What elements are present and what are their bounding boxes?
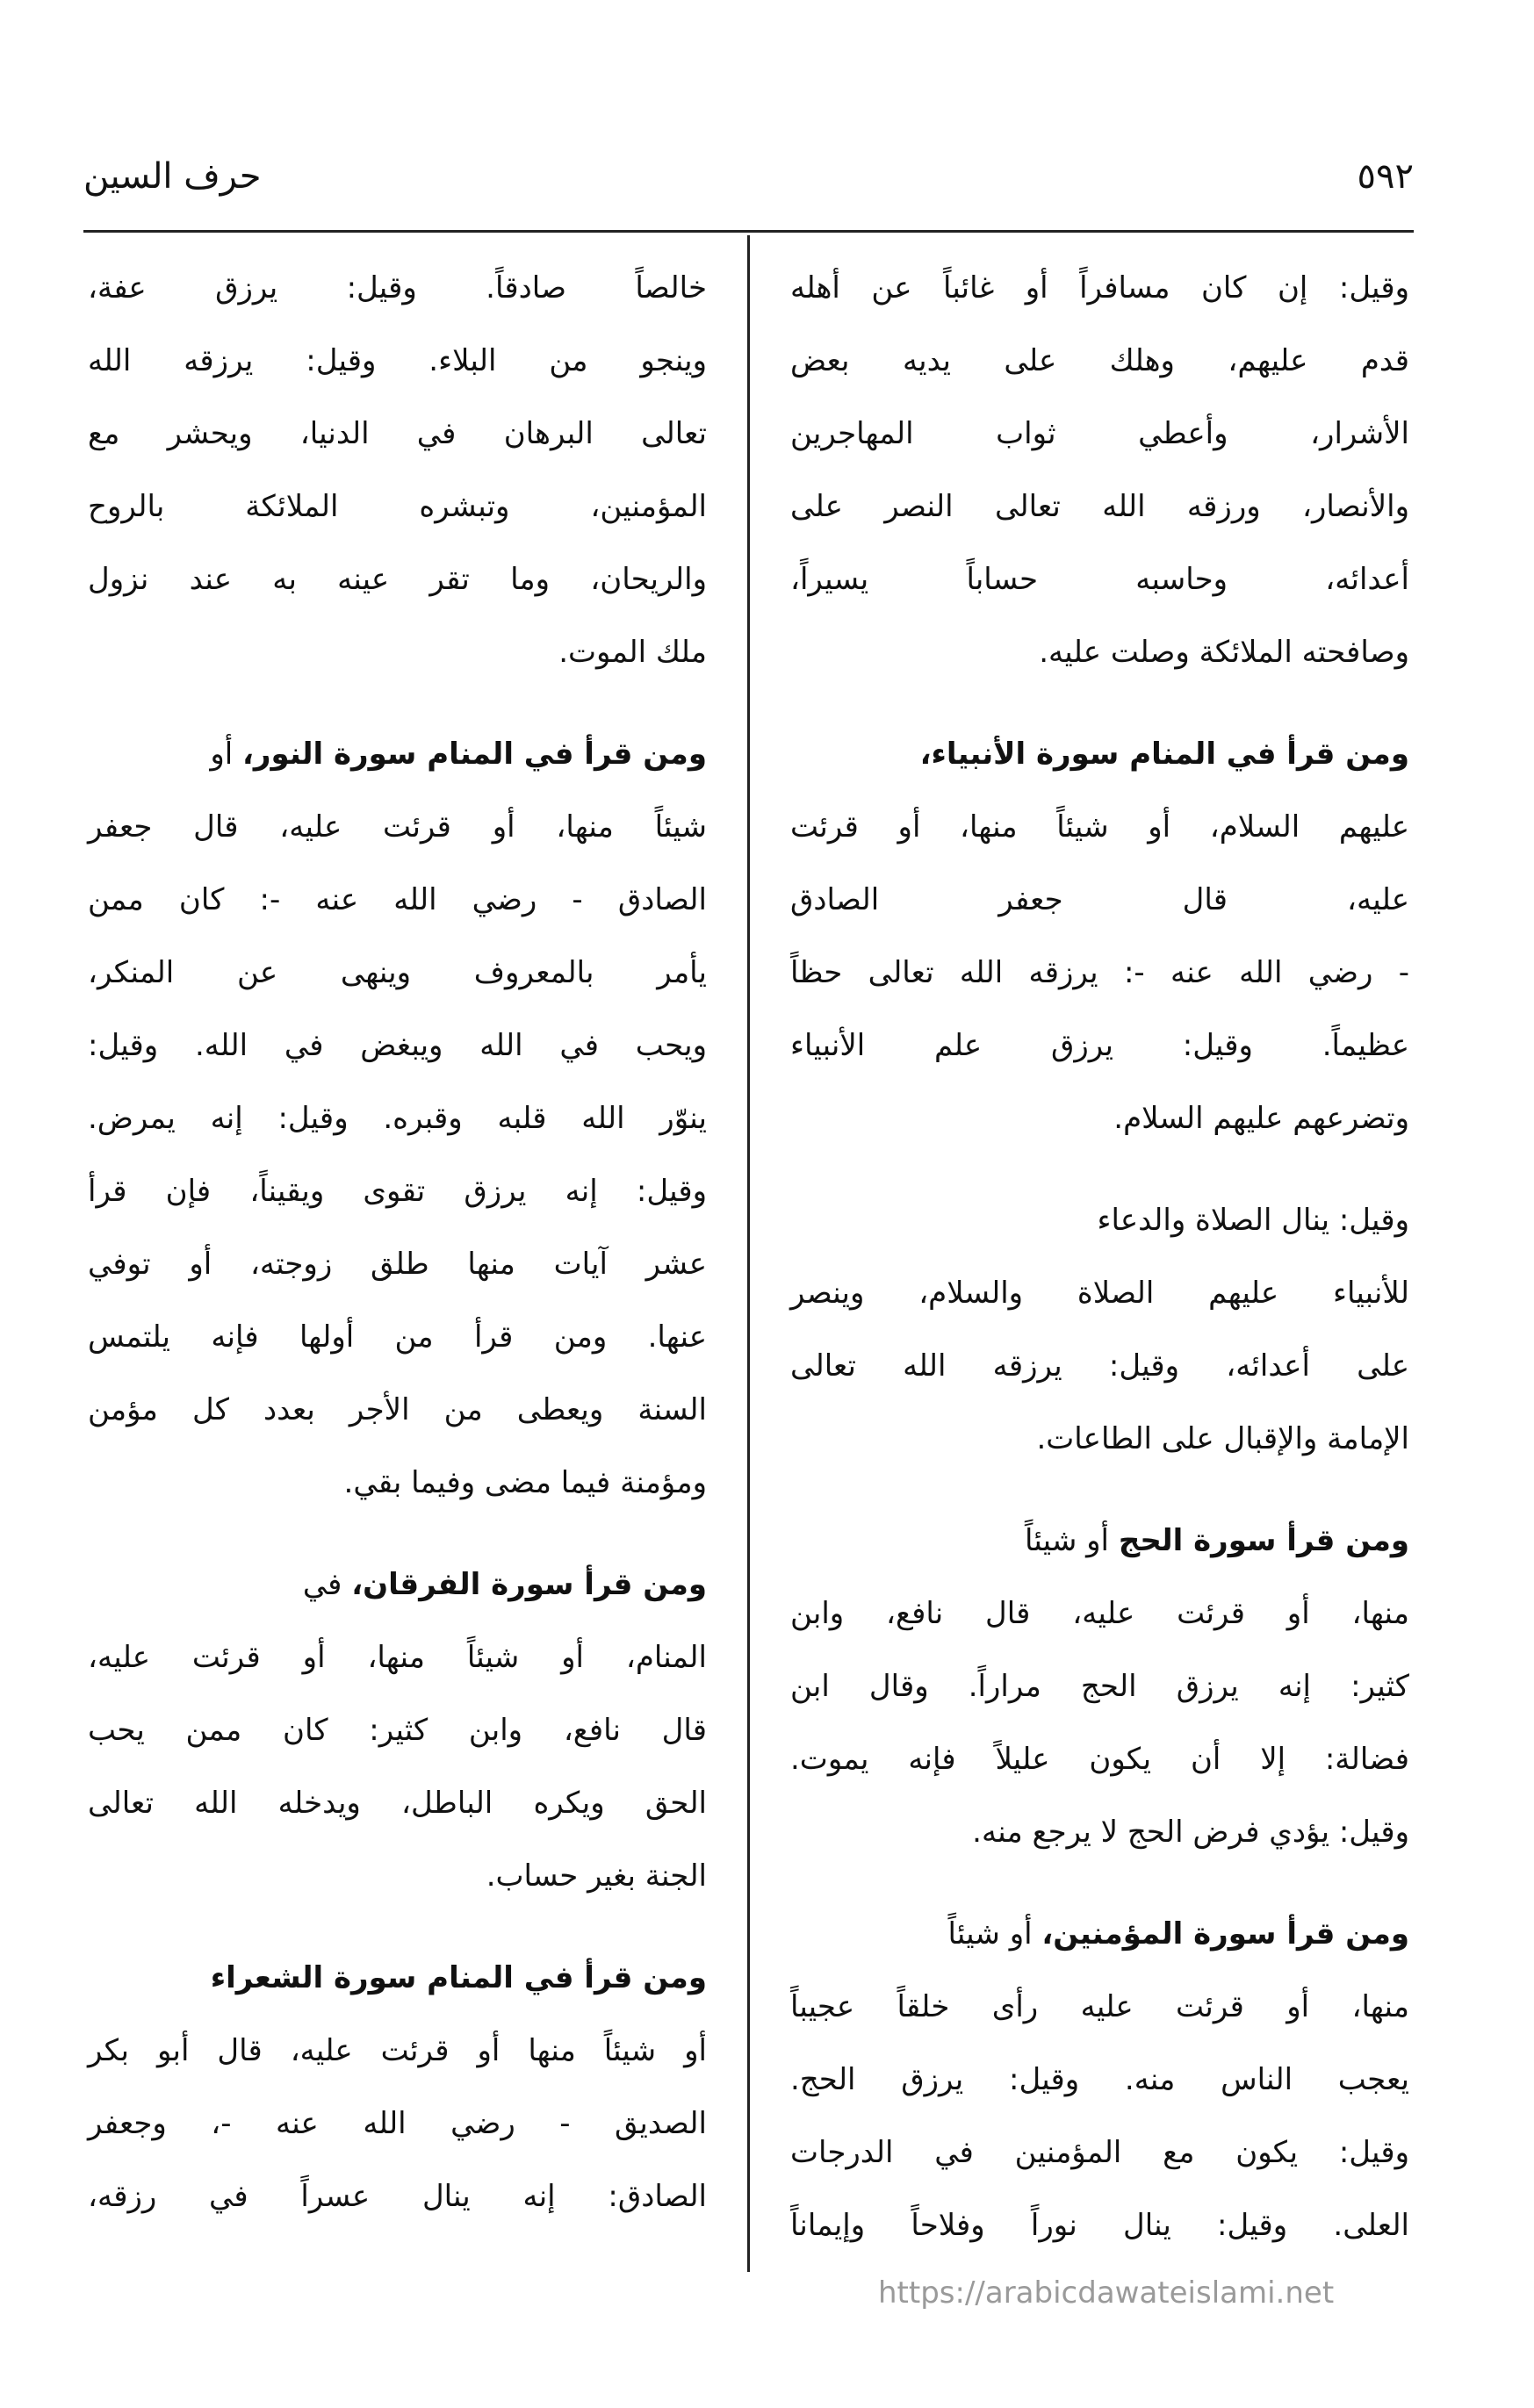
- watermark: https://arabicdawateislami.net: [878, 2275, 1335, 2311]
- left-column: [88, 252, 707, 2262]
- text-line: [88, 398, 707, 471]
- line-text: الصديق - رضي الله عنه -، وجعفر: [88, 2106, 707, 2141]
- paragraph: [790, 1898, 1409, 2262]
- text-line: [790, 543, 1409, 616]
- section-title: حرف السين: [83, 156, 262, 197]
- line-text: الجنة بغير حساب.: [486, 1858, 707, 1894]
- text-line: [790, 1257, 1409, 1330]
- line-text: منها، أو قرئت عليه رأى خلقاً عجيباً: [790, 1989, 1409, 2024]
- paragraph: [790, 718, 1409, 1155]
- line-text: فضالة: إلا أن يكون عليلاً فإنه يموت.: [790, 1742, 1409, 1777]
- text-line: [88, 471, 707, 543]
- line-text: وقيل: إنه يرزق تقوى ويقيناً، فإن قرأ: [88, 1174, 707, 1209]
- line-text: المنام، أو شيئاً منها، أو قرئت عليه،: [88, 1640, 707, 1675]
- line-text: الحق ويكره الباطل، ويدخله الله تعالى: [88, 1786, 707, 1821]
- surah-heading: ومن قرأ سورة الحج: [1118, 1523, 1409, 1558]
- text-line: [88, 864, 707, 937]
- text-line: [88, 1840, 707, 1913]
- line-text: - رضي الله عنه -: يرزقه الله تعالى حظاً: [790, 955, 1409, 990]
- text-line: [88, 2015, 707, 2088]
- text-line: [88, 252, 707, 325]
- surah-heading: ومن قرأ سورة المؤمنين،: [1041, 1916, 1409, 1952]
- text-line: [88, 1447, 707, 1520]
- text-line: [790, 1723, 1409, 1796]
- paragraph: [88, 252, 707, 689]
- paragraph: [88, 718, 707, 1520]
- text-line: [790, 471, 1409, 543]
- text-line: [790, 1403, 1409, 1476]
- text-line: [88, 1082, 707, 1155]
- text-line: [88, 1228, 707, 1301]
- column-divider: [747, 235, 750, 2272]
- line-text: الإمامة والإقبال على الطاعات.: [1036, 1421, 1409, 1456]
- text-line: [790, 252, 1409, 325]
- line-text: يعجب الناس منه. وقيل: يرزق الحج.: [790, 2062, 1409, 2097]
- line-text: خالصاً صادقاً. وقيل: يرزق عفة،: [88, 270, 707, 305]
- surah-heading: ومن قرأ سورة الفرقان،: [351, 1567, 707, 1602]
- paragraph: [88, 1942, 707, 2233]
- text-line: [790, 937, 1409, 1010]
- text-line: [88, 543, 707, 616]
- line-text: ويحب في الله ويبغض في الله. وقيل:: [88, 1028, 707, 1063]
- line-text: أو شيئاً: [1024, 1523, 1119, 1558]
- text-line: [88, 937, 707, 1010]
- line-text: تعالى البرهان في الدنيا، ويحشر مع: [88, 416, 707, 451]
- line-text: الصادق: إنه ينال عسراً في رزقه،: [88, 2179, 707, 2214]
- line-text: الأشرار، وأعطي ثواب المهاجرين: [790, 416, 1409, 451]
- line-text: أو شيئاً: [947, 1916, 1042, 1952]
- text-line: [790, 2189, 1409, 2262]
- text-line: [88, 1549, 707, 1621]
- page-number: ٥٩٢: [1357, 156, 1414, 197]
- text-line: [790, 2117, 1409, 2189]
- text-line: [790, 1796, 1409, 1869]
- line-text: وقيل: ينال الصلاة والدعاء: [1097, 1203, 1409, 1238]
- line-text: أعدائه، وحاسبه حساباً يسيراً،: [790, 562, 1409, 597]
- text-line: [790, 1650, 1409, 1723]
- text-line: [88, 1010, 707, 1082]
- text-line: [790, 398, 1409, 471]
- text-line: [88, 2160, 707, 2233]
- line-text: ينوّر الله قلبه وقبره. وقيل: إنه يمرض.: [88, 1101, 707, 1136]
- surah-heading: ومن قرأ في المنام سورة الشعراء: [210, 1960, 707, 1995]
- line-text: قدم عليهم، وهلك على يديه بعض: [790, 343, 1409, 378]
- paragraph: [88, 1549, 707, 1913]
- text-line: [790, 791, 1409, 864]
- line-text: على أعدائه، وقيل: يرزقه الله تعالى: [790, 1348, 1409, 1384]
- text-line: [88, 1301, 707, 1374]
- line-text: المؤمنين، وتبشره الملائكة بالروح: [88, 489, 707, 524]
- header-rule: [83, 230, 1414, 233]
- text-line: [88, 1942, 707, 2015]
- line-text: ومؤمنة فيما مضى وفيما بقي.: [343, 1465, 707, 1500]
- line-text: أو: [210, 737, 243, 772]
- text-line: [790, 325, 1409, 398]
- line-text: وقيل: يكون مع المؤمنين في الدرجات: [790, 2135, 1409, 2170]
- text-line: [88, 616, 707, 689]
- text-line: [790, 1898, 1409, 1971]
- surah-heading: ومن قرأ في المنام سورة النور،: [242, 737, 707, 772]
- surah-heading: ومن قرأ في المنام سورة الأنبياء،: [919, 737, 1409, 772]
- line-text: عليه، قال جعفر الصادق: [790, 882, 1409, 917]
- line-text: وصافحته الملائكة وصلت عليه.: [1039, 635, 1409, 670]
- text-line: [790, 1971, 1409, 2044]
- paragraph: [790, 252, 1409, 689]
- line-text: للأنبياء عليهم الصلاة والسلام، وينصر: [790, 1276, 1409, 1311]
- line-text: شيئاً منها، أو قرئت عليه، قال جعفر: [88, 809, 707, 845]
- text-line: [88, 1155, 707, 1228]
- line-text: عظيماً. وقيل: يرزق علم الأنبياء: [790, 1028, 1409, 1063]
- text-line: [790, 2044, 1409, 2117]
- line-text: وقيل: إن كان مسافراً أو غائباً عن أهله: [790, 270, 1409, 305]
- text-line: [790, 718, 1409, 791]
- line-text: الصادق - رضي الله عنه -: كان ممن: [88, 882, 707, 917]
- line-text: وينجو من البلاء. وقيل: يرزقه الله: [88, 343, 707, 378]
- text-line: [790, 1578, 1409, 1650]
- line-text: قال نافع، وابن كثير: كان ممن يحب: [88, 1713, 707, 1748]
- text-line: [88, 1621, 707, 1694]
- line-text: العلى. وقيل: ينال نوراً وفلاحاً وإيماناً: [790, 2208, 1409, 2243]
- line-text: ملك الموت.: [558, 635, 707, 670]
- text-line: [88, 791, 707, 864]
- paragraph: [790, 1505, 1409, 1869]
- line-text: والريحان، وما تقر عينه به عند نزول: [88, 562, 707, 597]
- text-line: [790, 1082, 1409, 1155]
- line-text: وقيل: يؤدي فرض الحج لا يرجع منه.: [972, 1815, 1409, 1850]
- line-text: وتضرعهم عليهم السلام.: [1113, 1101, 1409, 1136]
- text-line: [88, 1374, 707, 1447]
- text-line: [88, 1694, 707, 1767]
- paragraph: [790, 1184, 1409, 1476]
- line-text: عنها. ومن قرأ من أولها فإنه يلتمس: [88, 1319, 707, 1355]
- text-line: [790, 1010, 1409, 1082]
- text-line: [790, 1505, 1409, 1578]
- text-line: [88, 2088, 707, 2160]
- line-text: في: [302, 1567, 352, 1602]
- text-line: [88, 718, 707, 791]
- right-column: [790, 252, 1409, 2291]
- line-text: عشر آيات منها طلق زوجته، أو توفي: [88, 1247, 707, 1282]
- line-text: السنة ويعطى من الأجر بعدد كل مؤمن: [88, 1392, 707, 1427]
- text-line: [790, 616, 1409, 689]
- line-text: أو شيئاً منها أو قرئت عليه، قال أبو بكر: [88, 2033, 707, 2068]
- line-text: عليهم السلام، أو شيئاً منها، أو قرئت: [790, 809, 1409, 845]
- line-text: والأنصار، ورزقه الله تعالى النصر على: [790, 489, 1409, 524]
- text-line: [790, 864, 1409, 937]
- line-text: يأمر بالمعروف وينهى عن المنكر،: [88, 955, 707, 990]
- line-text: منها، أو قرئت عليه، قال نافع، وابن: [790, 1596, 1409, 1631]
- text-line: [790, 1184, 1409, 1257]
- text-line: [88, 325, 707, 398]
- text-line: [790, 1330, 1409, 1403]
- text-line: [88, 1767, 707, 1840]
- line-text: كثير: إنه يرزق الحج مراراً. وقال ابن: [790, 1669, 1409, 1704]
